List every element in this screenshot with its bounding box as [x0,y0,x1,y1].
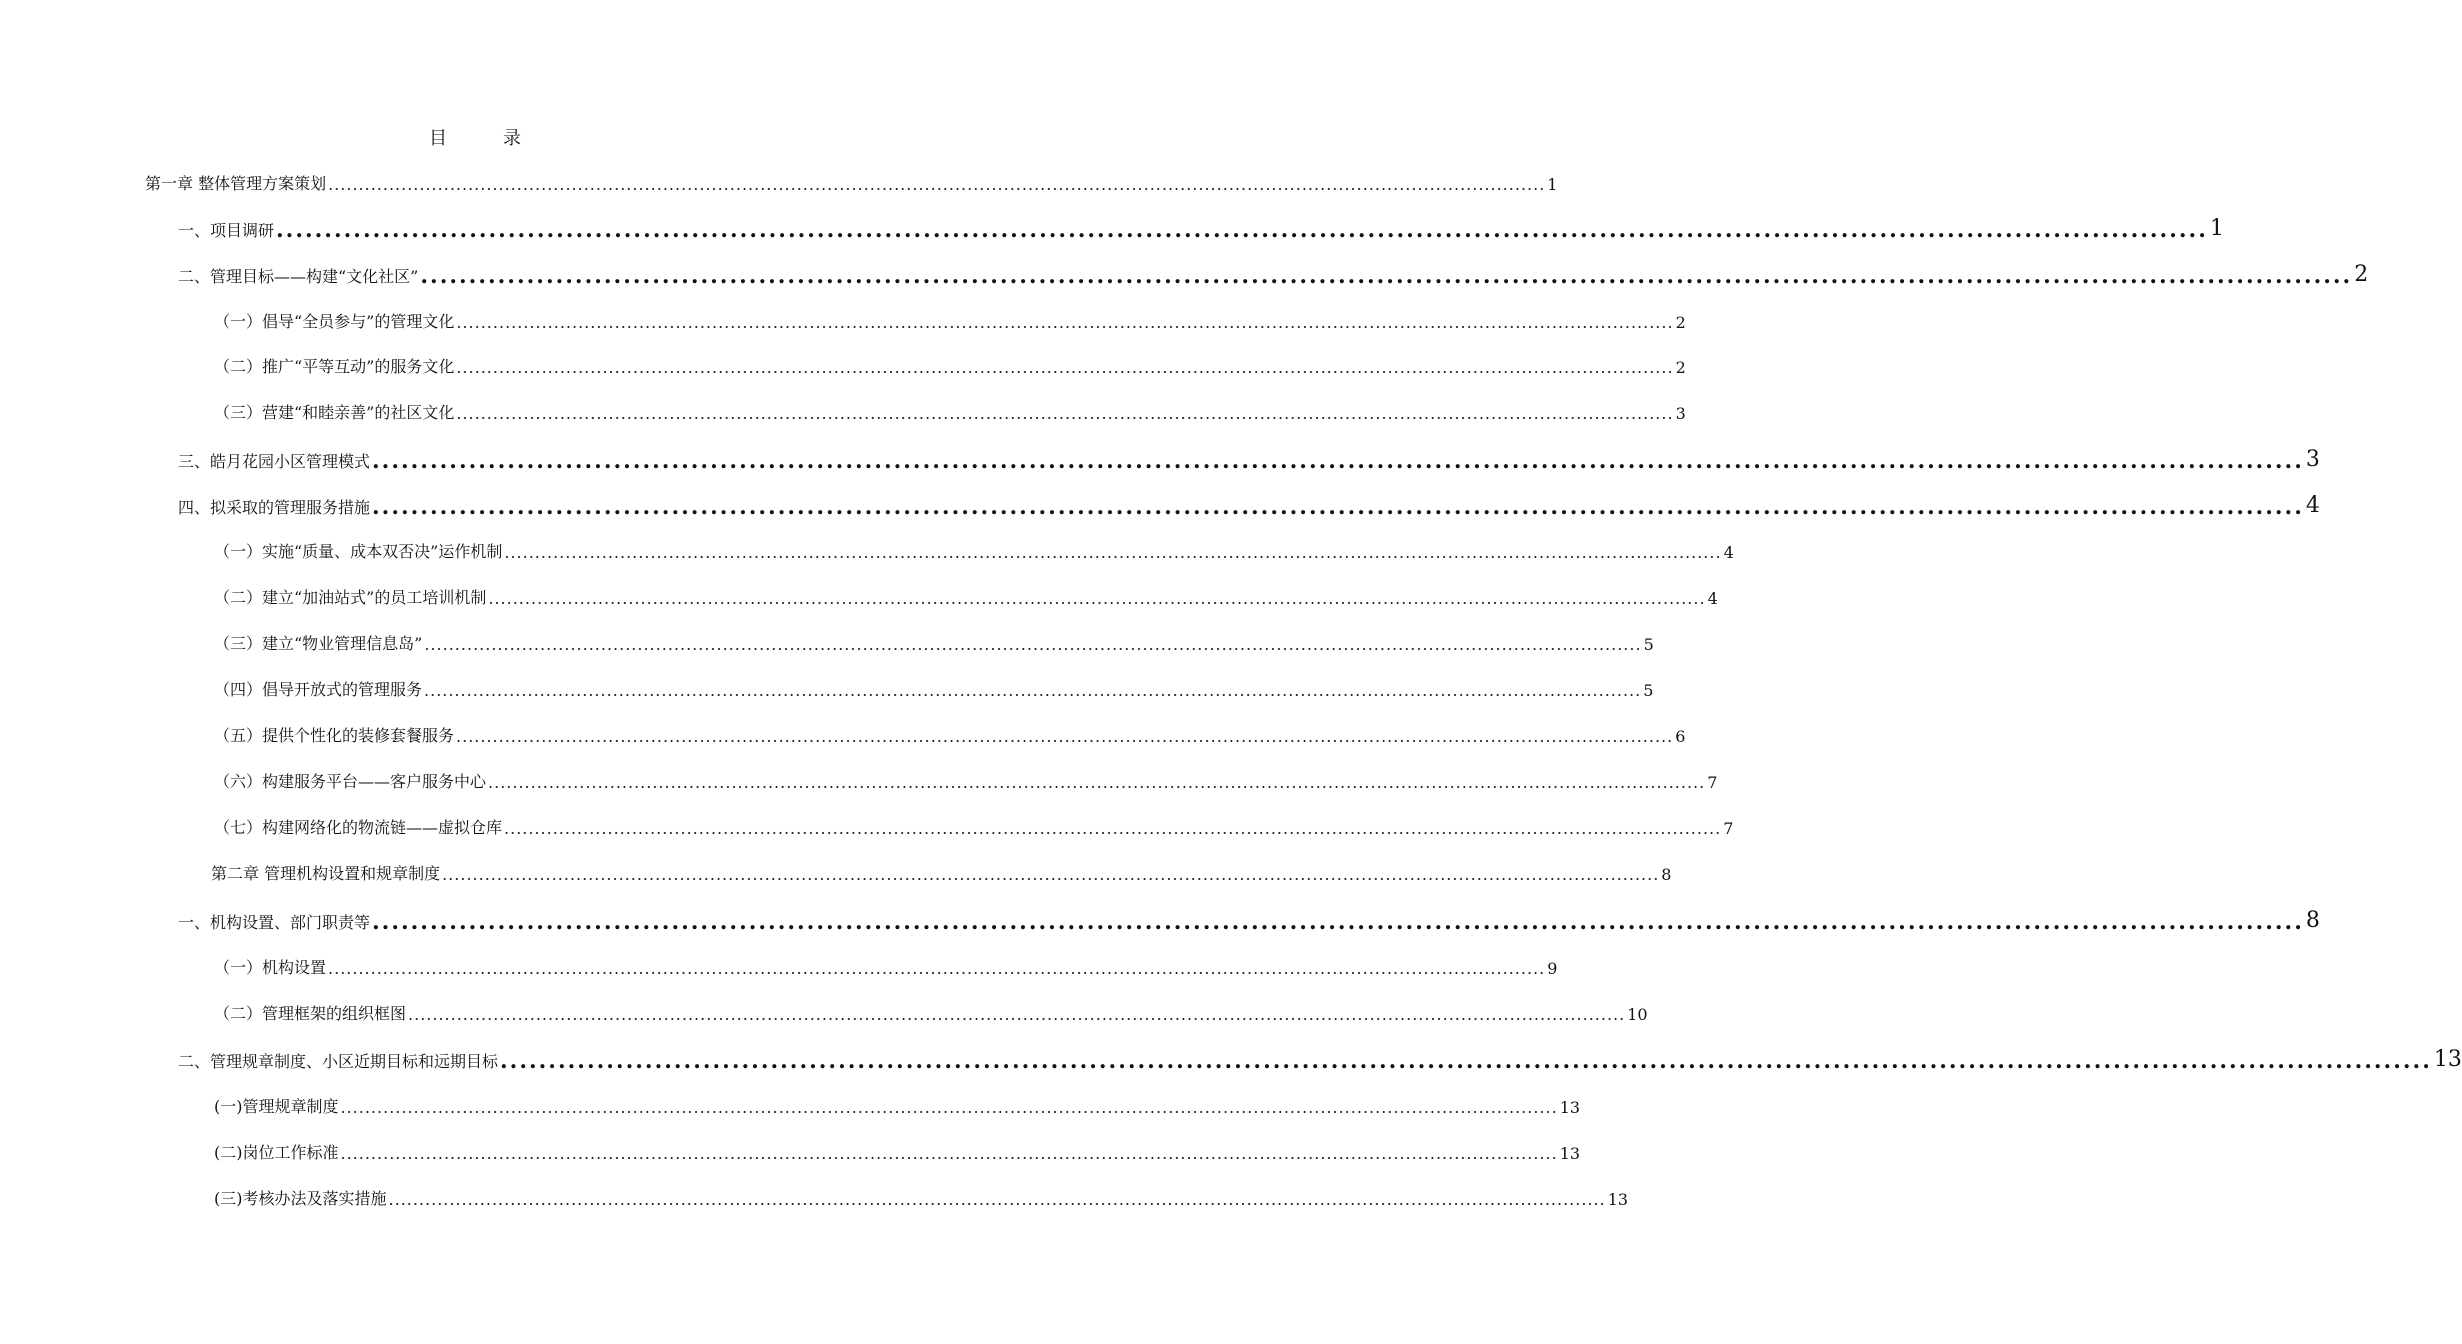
toc-entry-text: （三）建立“物业管理信息岛” [214,634,423,653]
toc-entry-page: 13 [1607,1190,1629,1209]
toc-entry[interactable] [214,676,1654,700]
toc-entry-page: 13 [1559,1144,1581,1163]
toc-leader: ........................................................................................................................................................................................................ [442,865,1660,884]
toc-leader: ........................................................................................................................................................................................................ [504,819,1722,838]
toc-entry[interactable] [214,584,1718,608]
toc-entry-text: 一、项目调研 [178,221,275,240]
toc-entry[interactable] [214,722,1686,746]
toc-leader: ........................................................................................................................................................................................................ [372,494,2304,520]
toc-entry-page: 7 [1707,773,1718,792]
toc-entry-text: （三）营建“和睦亲善”的社区文化 [214,403,455,422]
toc-entry-text: 四、拟采取的管理服务措施 [178,498,371,517]
toc-entry[interactable] [214,399,1686,423]
toc-entry-page: 3 [2305,447,2320,472]
toc-entry-page: 9 [1547,959,1558,978]
toc-entry-page: 2 [1675,313,1686,332]
toc-entry-text: (三)考核办法及落实措施 [214,1189,387,1208]
toc-entry-page: 1 [1547,175,1558,194]
toc-leader: ........................................................................................................................................................................................................ [372,909,2304,935]
toc-entry-page: 10 [1627,1005,1648,1024]
toc-entry[interactable] [178,442,2320,474]
toc-entry-text: （一）机构设置 [214,958,327,977]
toc-entry[interactable] [214,954,1558,978]
toc-entry-page: 13 [1559,1098,1581,1117]
toc-entry[interactable] [214,538,1734,562]
toc-entry-page: 4 [2305,493,2320,518]
toc-leader: ........................................................................................................................................................................................................ [424,635,1642,654]
toc-entry-page: 8 [1661,865,1672,884]
toc-entry[interactable] [178,903,2320,935]
toc-entry-text: （四）倡导开放式的管理服务 [214,680,423,699]
toc-entry-page: 5 [1643,681,1654,700]
toc-leader: ........................................................................................................................................................................................................ [488,589,1706,608]
toc-leader: ........................................................................................................................................................................................................ [420,263,2353,289]
toc-entry-text: 第二章 管理机构设置和规章制度 [211,864,441,883]
toc-entry-text: （五）提供个性化的装修套餐服务 [214,726,455,745]
toc-title [0,124,950,150]
toc-leader: ........................................................................................................................................................................................................ [456,404,1674,423]
toc-entry-page: 3 [1675,404,1686,423]
toc-title-left: 目 [429,128,447,149]
toc-entry[interactable] [214,1139,1581,1163]
toc-entry[interactable] [178,488,2320,520]
toc-leader: ........................................................................................................................................................................................................ [424,681,1642,700]
toc-leader: ........................................................................................................................................................................................................ [328,175,1546,194]
toc-title-right: 录 [503,128,521,149]
toc-entry-text: （二）推广“平等互动”的服务文化 [214,357,455,376]
toc-leader: ........................................................................................................................................................................................................ [456,358,1674,377]
toc-leader: ........................................................................................................................................................................................................ [340,1144,1558,1163]
toc-entry-page: 4 [1707,589,1718,608]
toc-entry-text: 二、管理目标——构建“文化社区” [178,267,419,286]
toc-entry-page: 2 [1675,358,1686,377]
toc-entry-page: 13 [2433,1047,2462,1072]
toc-leader: ........................................................................................................................................................................................................ [276,217,2208,243]
toc-entry[interactable] [178,257,2369,289]
toc-entry[interactable] [214,1000,1648,1024]
toc-entry[interactable] [211,860,1672,884]
toc-entry[interactable] [214,308,1686,332]
toc-entry-text: （一）实施“质量、成本双否决”运作机制 [214,542,503,561]
toc-entry-text: 一、机构设置、部门职责等 [178,913,371,932]
toc-entry-text: （七）构建网络化的物流链——虚拟仓库 [214,818,503,837]
toc-entry[interactable] [178,211,2224,243]
toc-leader: ........................................................................................................................................................................................................ [456,727,1674,746]
toc-entry[interactable] [214,1093,1581,1117]
toc-entry-page: 4 [1723,543,1734,562]
toc-entry[interactable] [214,1185,1629,1209]
toc-entry-page: 8 [2305,908,2320,933]
toc-leader: ........................................................................................................................................................................................................ [408,1005,1626,1024]
toc-leader: ........................................................................................................................................................................................................ [372,448,2304,474]
toc-entry-page: 7 [1723,819,1734,838]
toc-leader: ........................................................................................................................................................................................................ [500,1048,2432,1074]
toc-entry[interactable] [145,170,1558,194]
toc-entry-text: 二、管理规章制度、小区近期目标和远期目标 [178,1052,499,1071]
toc-entry-page: 6 [1675,727,1686,746]
toc-entry[interactable] [214,630,1654,654]
toc-entry-text: 三、皓月花园小区管理模式 [178,452,371,471]
toc-leader: ........................................................................................................................................................................................................ [488,773,1706,792]
toc-leader: ........................................................................................................................................................................................................ [340,1098,1558,1117]
toc-leader: ........................................................................................................................................................................................................ [456,313,1674,332]
toc-entry-text: （二）建立“加油站式”的员工培训机制 [214,588,487,607]
toc-entry[interactable] [214,768,1718,792]
toc-entry[interactable] [214,353,1686,377]
toc-entry-text: (一)管理规章制度 [214,1097,339,1116]
toc-entry-page: 2 [2354,262,2369,287]
toc-entry-page: 1 [2209,216,2224,241]
toc-entry[interactable] [214,814,1734,838]
toc-entry-page: 5 [1643,635,1654,654]
toc-leader: ........................................................................................................................................................................................................ [388,1190,1606,1209]
toc-entry-text: （六）构建服务平台——客户服务中心 [214,772,487,791]
toc-entry-text: （二）管理框架的组织框图 [214,1004,407,1023]
toc-entry[interactable] [178,1042,2462,1074]
toc-entry-text: 第一章 整体管理方案策划 [145,174,327,193]
toc-entry-text: (二)岗位工作标准 [214,1143,339,1162]
toc-leader: ........................................................................................................................................................................................................ [328,959,1546,978]
toc-entry-text: （一）倡导“全员参与”的管理文化 [214,312,455,331]
toc-leader: ........................................................................................................................................................................................................ [504,543,1722,562]
